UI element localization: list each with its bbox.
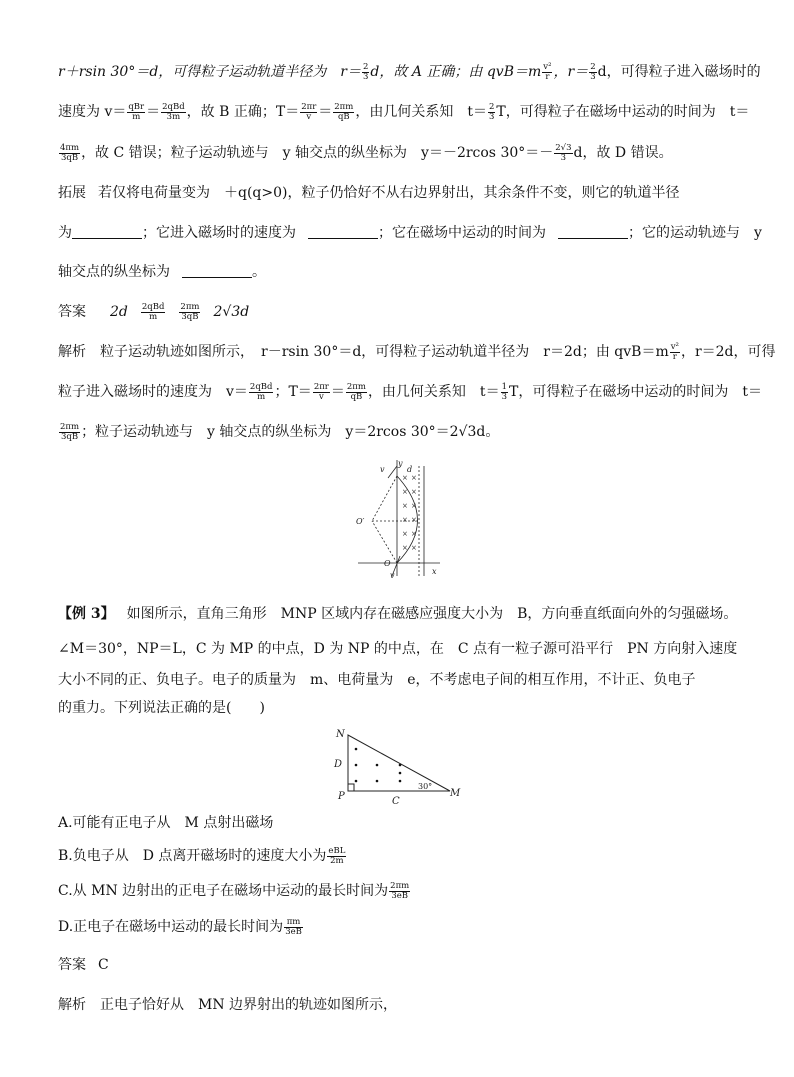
answer-line: 答案 2d $\frac{\text{2qBd}}{m}$ $\frac{2\pi m}{3qB}$ 2√3d [58,301,250,322]
fraction: $\frac{2\pi m}{3eB}$ [390,880,410,901]
field-cross: × [402,530,408,538]
svg-text:x: x [432,567,437,576]
svg-text:30°: 30° [418,782,433,791]
solution-line-1: r＋rsin 30°＝d，可得粒子运动轨道半径为 r＝ $\frac{2}{3}$ d，故 A 正确；由 qvB＝m $\frac{\text{v²}}{r}$ ，r＝ $\frac{2}{3}$ d，可得粒子进入磁场时的 [58,61,761,82]
trajectory-figure [350,458,450,583]
analysis-line-final: 解析 正电子恰好从 MN 边界射出的轨迹如图所示， [58,997,398,1013]
fraction: $\frac{2\pi r}{v}$ [313,381,329,402]
answer-blank [72,224,142,239]
fraction: $\frac{2\pi m}{3qB}$ [180,301,200,322]
field-cross: × [402,488,408,496]
field-cross: × [411,544,417,552]
option-c: C.从 MN 边射出的正电子在磁场中运动的最长时间为 $\frac{2\pi m}{3eB}$ [58,880,410,901]
field-cross: × [402,544,408,552]
field-cross: × [402,502,408,510]
fraction: $\frac{2√3}{3}$ [555,142,572,163]
field-cross: × [411,488,417,496]
example-3-line-1: 【例 3】 如图所示，直角三角形 MNP 区域内存在磁感应强度大小为 B，方向垂直纸面向外的匀强磁场。 [58,606,738,622]
fraction: $\frac{1}{3}$ [501,381,507,402]
analysis-line-1: 解析 粒子运动轨迹如图所示， r－rsin 30°＝d，可得粒子运动轨道半径为 r＝2d；由 qvB＝m $\frac{\text{v²}}{r}$ ，r＝2d，可得 [58,341,776,362]
svg-text:v: v [380,465,385,474]
field-cross: × [411,474,417,482]
example-3-line-4: 的重力。下列说法正确的是( ) [58,700,265,716]
fraction: $\frac{2}{3}$ [590,61,596,82]
svg-text:C: C [392,796,400,807]
solution-line-3: $\frac{4\pi m}{3qB}$ ，故 C 错误；粒子运动轨迹与 y 轴交点的纵坐标为 y＝－2rcos 30°＝－ $\frac{2√3}{3}$ d，故 D 错误。 [60,142,673,163]
field-dots [355,748,402,783]
extension-line-2: 为 ；它进入磁场时的速度为 ；它在磁场中运动的时间为 ；它的运动轨迹与 y [58,225,762,241]
fraction: $\frac{\text{v²}}{r}$ [543,61,552,82]
triangle-figure [330,727,465,809]
fraction: $\frac{2}{3}$ [362,61,369,82]
option-d: D.正电子在磁场中运动的最长时间为 $\frac{\pi m}{3eB}$ [58,916,302,937]
field-cross: × [402,474,408,482]
svg-text:O: O [384,559,391,568]
fraction: $\frac{2\pi r}{v}$ [301,101,317,122]
option-b: B.负电子从 D 点离开磁场时的速度大小为 $\frac{\text{eBL}}{2m}$ [58,845,346,866]
svg-text:v: v [390,571,395,580]
fraction: $\frac{\text{2qBd}}{m}$ [141,301,165,322]
answer-blank [308,224,378,239]
fraction: $\frac{2\pi m}{qB}$ [346,381,366,402]
answer-blank [182,263,252,278]
analysis-line-2: 粒子进入磁场时的速度为 v＝ $\frac{\text{2qBd}}{m}$ ；T＝ $\frac{2\pi r}{v}$ ＝ $\frac{2\pi m}{qB}$ ，由几何关系知 t＝ $\frac{1}{3}$ T，可得粒子在磁场中运动的时间为 t＝ [58,381,762,402]
solution-line-2: 速度为 v＝ $\frac{\text{qBr}}{m}$ ＝ $\frac{\text{2qBd}}{3m}$ ，故 B 正确；T＝ $\frac{2\pi r}{v}$ ＝ $\frac{2\pi m}{qB}$ ，由几何关系知 t＝ $\frac{2}{3}$ T，可得粒子在磁场中运动的时间为 t＝ [58,101,750,122]
svg-text:M: M [450,788,461,799]
fraction: $\frac{2}{3}$ [488,101,495,122]
fraction: $\frac{\pi m}{3eB}$ [285,916,302,937]
fraction: $\frac{\text{qBr}}{m}$ [128,101,145,122]
svg-text:d: d [407,465,413,474]
field-cross: × [411,502,417,510]
svg-text:D: D [334,759,343,770]
fraction: $\frac{2\pi m}{3qB}$ [60,421,80,442]
field-cross: × [411,530,417,538]
option-a: A.可能有正电子从 M 点射出磁场 [58,815,274,831]
svg-text:P: P [338,791,345,802]
extension-line-3: 轴交点的纵坐标为 。 [58,264,266,280]
answer-line-2: 答案 C [58,957,109,973]
answer-blank [558,224,628,239]
field-cross: × [402,516,408,524]
fraction: $\frac{2\pi m}{qB}$ [334,101,354,122]
svg-text:N: N [336,729,345,740]
fraction: $\frac{\text{eBL}}{2m}$ [328,845,346,866]
svg-text:y: y [398,459,403,468]
analysis-line-3: $\frac{2\pi m}{3qB}$ ；粒子运动轨迹与 y 轴交点的纵坐标为 y＝2rcos 30°＝2√3d。 [60,421,500,442]
example-3-line-3: 大小不同的正、负电子。电子的质量为 m、电荷量为 e，不考虑电子间的相互作用，不计正、负电子 [58,672,696,688]
fraction: $\frac{\text{v²}}{r}$ [670,341,679,362]
field-cross: × [411,516,417,524]
fraction: $\frac{\text{2qBd}}{m}$ [249,381,273,402]
svg-text:O′: O′ [356,517,365,526]
fraction: $\frac{4\pi m}{3qB}$ [60,142,80,163]
fraction: $\frac{\text{2qBd}}{3m}$ [162,101,185,122]
triangle-mnp [348,735,450,791]
extension-line-1: 拓展 若仅将电荷量变为 ＋q(q>0)，粒子仍恰好不从右边界射出，其余条件不变，则它的轨道半径 [58,185,680,201]
example-3-line-2: ∠M＝30°，NP＝L，C 为 MP 的中点，D 为 NP 的中点，在 C 点有一粒子源可沿平行 PN 方向射入速度 [58,641,738,657]
